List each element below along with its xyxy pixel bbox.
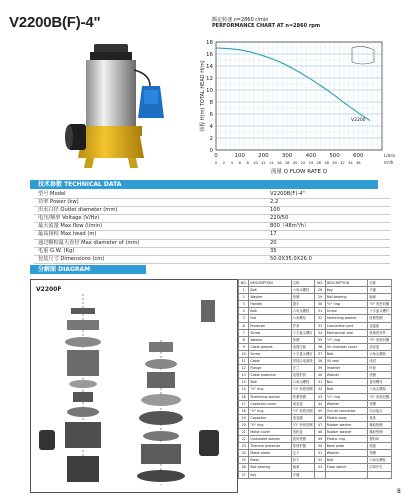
parts-row (239, 287, 392, 294)
spec-value: 2.2 (266, 199, 390, 207)
spec-label: 毛重 G.W. (Kg) (34, 247, 266, 255)
parts-cell: 张紧垫圈 (368, 315, 392, 322)
parts-cell: 9 (239, 343, 249, 350)
parts-cell: Washer (325, 450, 368, 457)
spec-row (34, 239, 390, 247)
y-tick-label: 14 (206, 64, 213, 70)
parts-cell: 机械密封件 (368, 329, 392, 336)
parts-cell: Undulated washer (249, 436, 291, 443)
parts-cell: 垫圈 (291, 294, 315, 301)
x-tick-label: 500 (329, 153, 340, 159)
parts-cell: 平键 (368, 287, 392, 294)
parts-row (239, 358, 392, 365)
series-line (216, 48, 370, 121)
spec-row (34, 247, 390, 255)
x-tick-label-bottom: 6 (238, 161, 241, 165)
parts-cell: 52 (315, 457, 325, 464)
y-tick-label: 6 (209, 112, 213, 118)
parts-row (239, 379, 392, 386)
parts-cell: 转子 (291, 457, 315, 464)
parts-cell: 垫圈 (291, 336, 315, 343)
parts-cell: Stretching washer (249, 393, 291, 400)
parts-cell: 31 (315, 308, 325, 315)
spec-label: 通过颗粒最大直径 Max diameter of (mm) (34, 239, 266, 247)
parts-cell: Thermal protector (249, 443, 291, 450)
parts-cell: 34 (315, 329, 325, 336)
parts-cell: 13 (239, 372, 249, 379)
y-tick-label: 0 (209, 148, 213, 154)
parts-cell: "O" ring (325, 301, 368, 308)
diagram-label: V2200F (36, 286, 62, 293)
parts-cell: 12 (239, 365, 249, 372)
y-tick-label: 2 (209, 136, 213, 142)
curve-header (212, 17, 320, 29)
parts-row (239, 436, 392, 443)
parts-cell: Bolt (325, 350, 368, 357)
parts-cell: NO. (315, 280, 325, 287)
parts-cell: 50 (315, 443, 325, 450)
parts-cell: 53 (315, 464, 325, 471)
x-tick-label-bottom: 36 (355, 161, 361, 165)
parts-cell: 橡胶垫圈 (368, 421, 392, 428)
spec-row (34, 207, 390, 215)
parts-cell: 六角头螺栓 (368, 350, 392, 357)
parts-cell: 21 (239, 428, 249, 435)
parts-cell: 十字盘头螺钉 (291, 329, 315, 336)
x-tick-label: 400 (305, 153, 317, 159)
parts-cell: Screw (249, 350, 291, 357)
parts-cell: 提手 (291, 301, 315, 308)
parts-cell: Nut (249, 315, 291, 322)
parts-cell: Washer (325, 372, 368, 379)
parts-cell: 十字盘头螺钉 (291, 350, 315, 357)
parts-cell: 4 (239, 308, 249, 315)
spec-label: 最大流量 Max.flow (l/min) (34, 223, 266, 231)
parts-cell: 5 (239, 315, 249, 322)
parts-cell: 盖形螺母 (368, 379, 392, 386)
spec-value: 17 (266, 231, 390, 239)
parts-cell: 连接座 (368, 322, 392, 329)
parts-cell: 47 (315, 421, 325, 428)
parts-cell (315, 471, 325, 478)
x-tick-label-bottom: 28 (324, 161, 329, 165)
parts-cell: Ball bearing (325, 294, 368, 301)
parts-cell: 20 (239, 421, 249, 428)
parts-cell: "O" ring (325, 393, 368, 400)
spec-label: 功率 Power (kw) (34, 199, 266, 207)
parts-cell: 40 (315, 372, 325, 379)
parts-cell: Protector (249, 322, 291, 329)
parts-row (239, 336, 392, 343)
parts-cell: 41 (315, 379, 325, 386)
parts-cell: 六角头螺栓 (368, 386, 392, 393)
y-axis-label: 扬程 H(m) TOTAL HEAD H(m) (200, 60, 206, 132)
spec-row (34, 255, 390, 263)
parts-cell: 24 (239, 450, 249, 457)
spec-table (34, 191, 390, 264)
x-tick-label-bottom: 34 (348, 161, 353, 165)
pump-illustration (64, 40, 174, 170)
product-title: V2200B(F)-4" (9, 14, 101, 31)
x-tick-label: 200 (258, 153, 269, 159)
parts-cell: Bolt (249, 287, 291, 294)
parts-cell: 塑料环 (368, 436, 392, 443)
x-unit-top: L/min (384, 153, 396, 158)
parts-cell: 平键 (291, 471, 315, 478)
parts-row (239, 393, 392, 400)
parts-cell: 轴承 (368, 294, 392, 301)
parts-cell: 43 (315, 393, 325, 400)
spec-value: 35 (266, 247, 390, 255)
parts-cell: 油封 (368, 358, 392, 365)
parts-cell: Motor stator (249, 450, 291, 457)
spec-row (34, 215, 390, 223)
parts-cell: Washer (325, 400, 368, 407)
x-tick-label-bottom: 10 (253, 161, 258, 165)
parts-cell: Screw (325, 308, 368, 315)
x-tick-label-bottom: 2 (222, 161, 226, 165)
x-tick-label-bottom: 30 (332, 161, 337, 165)
parts-cell: Screw (249, 329, 291, 336)
x-tick-label-bottom: 26 (316, 161, 322, 165)
parts-cell: "O" ring (249, 407, 291, 414)
parts-cell: 6 (239, 322, 249, 329)
parts-cell: Ball bearing (249, 464, 291, 471)
parts-cell: 轴承 (291, 464, 315, 471)
parts-table (238, 279, 392, 479)
parts-cell: Key (325, 287, 368, 294)
parts-cell: 六角头螺栓 (368, 457, 392, 464)
spec-label: 出水口径 Outlet diameter (mm) (34, 207, 266, 215)
x-tick-label-bottom: 0 (214, 161, 218, 165)
parts-cell: 热保护器 (291, 443, 315, 450)
parts-cell: 11 (239, 358, 249, 365)
spec-value: 800（48m³/h） (266, 223, 390, 231)
curve-header-en: PERFORMANCE CHART AT n=2860 rpm (212, 23, 321, 29)
parts-cell: 42 (315, 386, 325, 393)
spec-row (34, 231, 390, 239)
parts-row (239, 294, 392, 301)
parts-cell: 29 (315, 294, 325, 301)
parts-cell: 橡胶垫圈 (368, 428, 392, 435)
parts-row (239, 308, 392, 315)
parts-cell: 7 (239, 329, 249, 336)
parts-cell: 2 (239, 294, 249, 301)
parts-cell: 护套 (291, 322, 315, 329)
parts-cell: Nut (325, 379, 368, 386)
page-number: 8 (397, 488, 401, 495)
parts-row (239, 414, 392, 421)
parts-cell: 18 (239, 407, 249, 414)
parts-header-row (239, 280, 392, 287)
parts-cell: 23 (239, 443, 249, 450)
x-tick-label-bottom: 8 (246, 161, 249, 165)
parts-cell: 叶轮 (368, 365, 392, 372)
parts-cell: 六角头螺栓 (291, 287, 315, 294)
parts-row (239, 343, 392, 350)
parts-cell: 六角螺母 (291, 315, 315, 322)
parts-cell: "O" ring (325, 336, 368, 343)
x-tick-label: 100 (234, 153, 245, 159)
x-tick-label-bottom: 12 (261, 161, 266, 165)
spec-value: 20 (266, 239, 390, 247)
parts-cell: Cable protector (249, 372, 291, 379)
parts-cell: 35 (315, 336, 325, 343)
parts-cell: "O" 形密封圈 (368, 393, 392, 400)
parts-row (239, 428, 392, 435)
parts-cell: 39 (315, 365, 325, 372)
parts-cell: Connection part (325, 322, 368, 329)
parts-row (239, 471, 392, 478)
parts-cell: "O" 形密封圈 (368, 336, 392, 343)
parts-cell: Handle (249, 301, 291, 308)
parts-cell: 出水接头 (368, 407, 392, 414)
parts-cell: Plastic ring (325, 436, 368, 443)
section-technical-data: 技术参数 TECHNICAL DATA (30, 180, 378, 189)
parts-row (239, 322, 392, 329)
parts-cell: 44 (315, 400, 325, 407)
y-tick-label: 8 (209, 100, 213, 106)
parts-cell: 电缆护套 (291, 372, 315, 379)
parts-cell: 定子 (291, 450, 315, 457)
parts-cell: "O" 形密封圈 (368, 301, 392, 308)
parts-cell: Washer (249, 294, 291, 301)
parts-row (239, 350, 392, 357)
parts-cell: Key (249, 471, 291, 478)
parts-cell: "O" ring (249, 386, 291, 393)
parts-cell: 27 (239, 471, 249, 478)
x-tick-label-bottom: 20 (292, 161, 298, 165)
parts-cell: 六角头螺栓 (291, 379, 315, 386)
parts-cell: 油室盖 (368, 343, 392, 350)
x-tick-label-bottom: 4 (230, 161, 233, 165)
parts-cell: 名称 (291, 280, 315, 287)
parts-cell: 45 (315, 407, 325, 414)
spec-value: 220/50 (266, 215, 390, 223)
spec-label: 最高扬程 Max.head (m) (34, 231, 266, 239)
parts-cell: Float switch (325, 464, 368, 471)
parts-cell: DESCRIPTION (325, 280, 368, 287)
parts-cell: 法兰 (291, 365, 315, 372)
parts-cell: Bolt (325, 386, 368, 393)
parts-cell: 14 (239, 379, 249, 386)
parts-cell: Flange (249, 365, 291, 372)
x-tick-label-bottom: 18 (284, 161, 290, 165)
parts-cell: Cable (249, 358, 291, 365)
parts-row (239, 450, 392, 457)
spec-value: 50.0X35.0X26.0 (266, 255, 390, 263)
parts-row (239, 421, 392, 428)
spec-row (34, 191, 390, 199)
parts-cell: 26 (239, 464, 249, 471)
x-axis-label: 流量 Q FLOW RATE Q (270, 169, 328, 175)
parts-cell: 垫圈 (368, 372, 392, 379)
parts-cell: Washer (249, 336, 291, 343)
performance-chart (196, 30, 396, 195)
series-label: V2200 (351, 117, 366, 123)
parts-row (239, 386, 392, 393)
parts-cell: Oil chamber cover (325, 343, 368, 350)
spec-label: 电压/频率 Voltage (V/Hz) (34, 215, 266, 223)
parts-cell: 垫圈 (368, 400, 392, 407)
parts-row (239, 315, 392, 322)
parts-cell: 28 (315, 287, 325, 294)
y-tick-label: 18 (206, 40, 213, 46)
parts-cell: 十字盘头螺钉 (368, 308, 392, 315)
parts-cell: Rubber washer (325, 428, 368, 435)
spec-row (34, 223, 390, 231)
parts-cell: Bolt (325, 457, 368, 464)
parts-row (239, 400, 392, 407)
parts-cell: 46 (315, 414, 325, 421)
x-tick-label-bottom: 16 (276, 161, 282, 165)
parts-cell: 底板 (368, 443, 392, 450)
parts-cell: 电容盖 (291, 400, 315, 407)
parts-cell: 10 (239, 350, 249, 357)
parts-row (239, 464, 392, 471)
parts-cell: Plastic body (325, 414, 368, 421)
parts-cell: Capacitor cover (249, 400, 291, 407)
spec-label: 型号 Model (34, 191, 266, 199)
x-unit-bottom: m³/h (384, 160, 394, 165)
parts-cell: 电容器 (291, 414, 315, 421)
exploded-diagram (30, 279, 238, 493)
parts-cell: 泵体 (368, 414, 392, 421)
parts-row (239, 457, 392, 464)
parts-cell: "O" 形密封圈 (291, 386, 315, 393)
parts-cell: "O" ring (249, 421, 291, 428)
parts-cell: 垫圈 (368, 450, 392, 457)
section-diagram: 分解图 DIAGRAM (30, 265, 146, 274)
parts-row (239, 329, 392, 336)
spec-label: 包装尺寸 Dimensions (cm) (34, 255, 266, 263)
exploded-parts-drawing (31, 280, 237, 492)
x-tick-label-bottom: 24 (308, 161, 314, 165)
parts-cell: 名称 (368, 280, 392, 287)
x-tick-label: 600 (353, 153, 364, 159)
y-tick-label: 16 (206, 52, 213, 58)
parts-cell: Stretching washer (325, 315, 368, 322)
curve-header-cn: 额定转速 n=2860 r/min (212, 17, 269, 23)
parts-cell: Out-let connector (325, 407, 368, 414)
parts-cell: 33 (315, 322, 325, 329)
parts-cell: 1 (239, 287, 249, 294)
x-tick-label: 300 (281, 153, 293, 159)
spec-row (34, 199, 390, 207)
parts-cell: 48 (315, 428, 325, 435)
parts-cell: Oil seal (325, 358, 368, 365)
x-tick-label-bottom: 32 (340, 161, 345, 165)
parts-cell: 浮球开关 (368, 464, 392, 471)
parts-cell: NO. (239, 280, 249, 287)
parts-cell: 49 (315, 436, 325, 443)
parts-cell: 17 (239, 400, 249, 407)
parts-cell: 36 (315, 343, 325, 350)
parts-cell: DESCRIPTION (249, 280, 291, 287)
parts-cell: 38 (315, 358, 325, 365)
y-tick-label: 12 (206, 76, 213, 82)
parts-cell: 19 (239, 414, 249, 421)
x-tick-label-bottom: 22 (300, 161, 306, 165)
spec-value: 100 (266, 207, 390, 215)
parts-cell: 37 (315, 350, 325, 357)
parts-cell: "O" 形密封圈 (291, 407, 315, 414)
parts-cell: Bolt (249, 379, 291, 386)
parts-cell: 30 (315, 301, 325, 308)
parts-cell (368, 471, 392, 478)
parts-cell: Rotor (249, 457, 291, 464)
parts-cell: Base plate (325, 443, 368, 450)
parts-cell: 8 (239, 336, 249, 343)
parts-cell: Capacitor (249, 414, 291, 421)
parts-cell: 51 (315, 450, 325, 457)
parts-cell: 带插头电源线 (291, 358, 315, 365)
parts-cell: 3 (239, 301, 249, 308)
parts-row (239, 443, 392, 450)
parts-row (239, 407, 392, 414)
parts-cell: 32 (315, 315, 325, 322)
parts-cell: 25 (239, 457, 249, 464)
spec-value: V2200B(F)-4" (266, 191, 390, 199)
parts-cell: 电机盖 (291, 428, 315, 435)
parts-cell: 六角头螺栓 (291, 308, 315, 315)
parts-cell: 22 (239, 436, 249, 443)
parts-cell: 张紧垫圈 (291, 393, 315, 400)
parts-cell: Rubber washer (325, 421, 368, 428)
parts-cell: Impeller (325, 365, 368, 372)
parts-cell: 15 (239, 386, 249, 393)
parts-row (239, 301, 392, 308)
parts-cell: 电缆压板 (291, 343, 315, 350)
parts-cell: Cable gromet (249, 343, 291, 350)
y-tick-label: 4 (209, 124, 213, 130)
x-tick-label: 0 (214, 153, 218, 159)
parts-cell: 波形垫圈 (291, 436, 315, 443)
parts-cell: Motor cover (249, 428, 291, 435)
parts-cell: 16 (239, 393, 249, 400)
parts-cell: "O" 形密封圈 (291, 421, 315, 428)
parts-cell: Mechanical seal (325, 329, 368, 336)
parts-cell (325, 471, 368, 478)
parts-row (239, 372, 392, 379)
y-tick-label: 10 (206, 88, 213, 94)
x-tick-label-bottom: 14 (269, 161, 274, 165)
parts-cell: Bolt (249, 308, 291, 315)
parts-row (239, 365, 392, 372)
